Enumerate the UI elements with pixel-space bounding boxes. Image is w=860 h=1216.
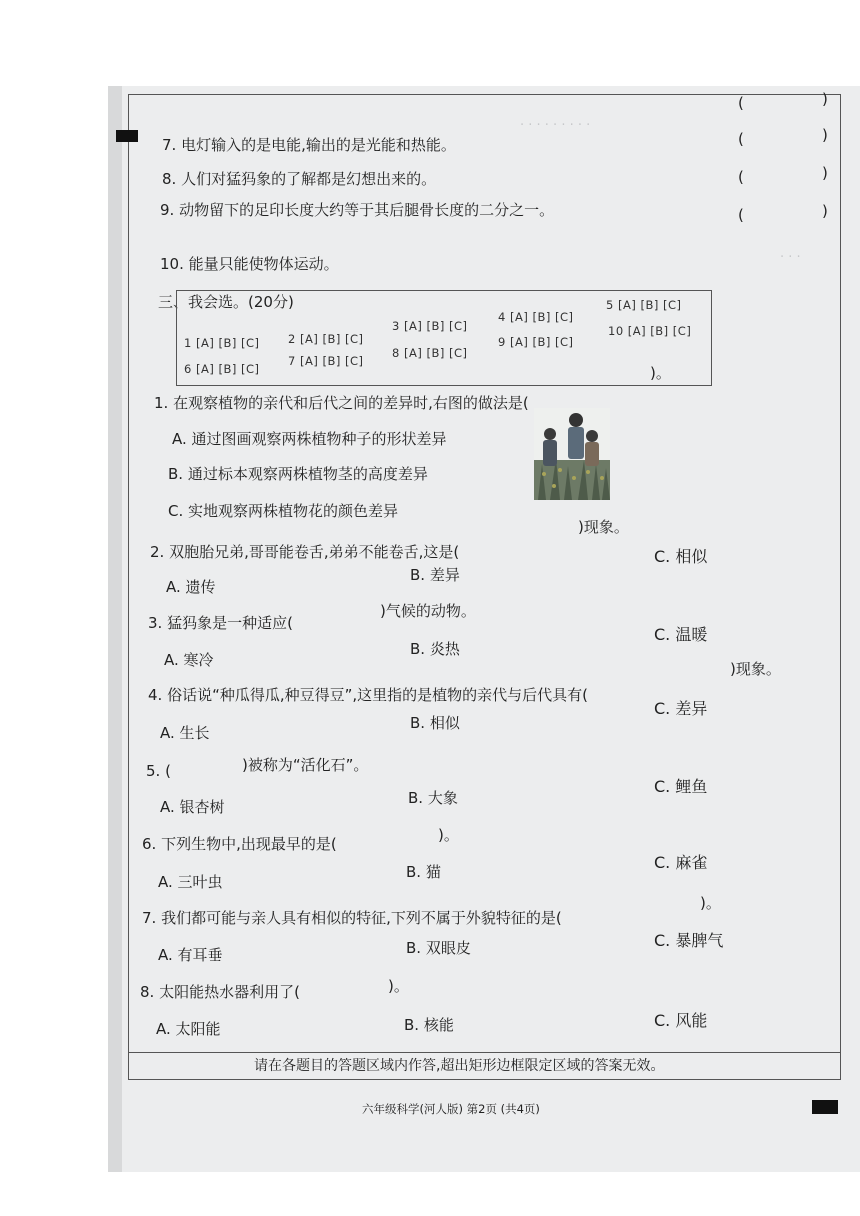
option-a: A. 遗传 <box>166 578 216 596</box>
section-title: 三、我会选。(20分) <box>158 293 294 311</box>
answer-bubble-7[interactable]: 7 [A] [B] [C] <box>288 354 364 368</box>
option-a: A. 太阳能 <box>156 1020 221 1038</box>
question-stem-close: )。 <box>650 364 671 382</box>
answer-bubble-10[interactable]: 10 [A] [B] [C] <box>608 324 692 338</box>
option-c: C. 温暖 <box>654 625 708 644</box>
option-c: C. 暴脾气 <box>654 931 724 950</box>
option-b: B. 猫 <box>406 863 441 881</box>
answer-paren-open: ( <box>738 206 744 224</box>
registration-mark <box>116 130 138 142</box>
judgment-item: 9. 动物留下的足印长度大约等于其后腿骨长度的二分之一。 <box>160 201 555 219</box>
question-stem: 3. 猛犸象是一种适应( <box>148 614 293 632</box>
option-a: A. 生长 <box>160 724 210 742</box>
answer-bubble-6[interactable]: 6 [A] [B] [C] <box>184 362 260 376</box>
answer-paren-close: ) <box>822 126 828 144</box>
option-b: B. 双眼皮 <box>406 939 471 957</box>
option-a: A. 有耳垂 <box>158 946 223 964</box>
option-a: A. 银杏树 <box>160 798 225 816</box>
question-stem-close: )被称为“活化石”。 <box>242 756 369 774</box>
option-b: B. 差异 <box>410 566 460 584</box>
judgment-item: 10. 能量只能使物体运动。 <box>160 255 339 273</box>
option-a: A. 寒冷 <box>164 651 214 669</box>
option-c: C. 麻雀 <box>654 853 708 872</box>
question-stem-close: )气候的动物。 <box>380 602 476 620</box>
page-footer: 六年级科学(河人版) 第2页 (共4页) <box>362 1102 540 1116</box>
answer-paren-open: ( <box>738 130 744 148</box>
answer-bubble-8[interactable]: 8 [A] [B] [C] <box>392 346 468 360</box>
option-b: B. 相似 <box>410 714 460 732</box>
question-stem: 1. 在观察植物的亲代和后代之间的差异时,右图的做法是( <box>154 394 529 412</box>
option-a: A. 通过图画观察两株植物种子的形状差异 <box>172 430 447 448</box>
option-c: C. 相似 <box>654 547 708 566</box>
judgment-item: 7. 电灯输入的是电能,输出的是光能和热能。 <box>162 136 456 154</box>
question-stem-close: )现象。 <box>730 660 781 678</box>
question-stem: 4. 俗话说“种瓜得瓜,种豆得豆”,这里指的是植物的亲代与后代具有( <box>148 686 589 704</box>
answer-paren-close: ) <box>822 164 828 182</box>
question-stem: 6. 下列生物中,出现最早的是( <box>142 835 337 853</box>
option-b: B. 核能 <box>404 1016 454 1034</box>
answer-paren-open: ( <box>738 94 744 112</box>
question-stem-close: )。 <box>438 826 459 844</box>
question-stem-close: )现象。 <box>578 518 629 536</box>
question-stem-close: )。 <box>388 977 409 995</box>
question-stem: 7. 我们都可能与亲人具有相似的特征,下列不属于外貌特征的是( <box>142 909 562 927</box>
answer-area-frame <box>128 94 841 1080</box>
registration-mark <box>812 1100 838 1114</box>
question-stem: 8. 太阳能热水器利用了( <box>140 983 300 1001</box>
answer-paren-close: ) <box>822 202 828 220</box>
option-b: B. 通过标本观察两株植物茎的高度差异 <box>168 465 428 483</box>
sheet-shadow-edge <box>108 86 122 1172</box>
answer-area-notice: 请在各题目的答题区域内作答,超出矩形边框限定区域的答案无效。 <box>254 1058 665 1074</box>
notice-divider <box>128 1052 841 1053</box>
option-c: C. 差异 <box>654 699 708 718</box>
answer-bubble-9[interactable]: 9 [A] [B] [C] <box>498 335 574 349</box>
plant-observation-photo <box>534 408 610 500</box>
question-stem: 5. ( <box>146 762 171 780</box>
answer-bubble-5[interactable]: 5 [A] [B] [C] <box>606 298 682 312</box>
question-stem-close: )。 <box>700 894 721 912</box>
answer-bubble-1[interactable]: 1 [A] [B] [C] <box>184 336 260 350</box>
option-b: B. 大象 <box>408 789 458 807</box>
judgment-item: 8. 人们对猛犸象的了解都是幻想出来的。 <box>162 170 437 188</box>
answer-paren-open: ( <box>738 168 744 186</box>
option-c: C. 鲤鱼 <box>654 777 708 796</box>
answer-bubble-3[interactable]: 3 [A] [B] [C] <box>392 319 468 333</box>
option-c: C. 实地观察两株植物花的颜色差异 <box>168 502 399 520</box>
question-stem: 2. 双胞胎兄弟,哥哥能卷舌,弟弟不能卷舌,这是( <box>150 543 460 561</box>
option-b: B. 炎热 <box>410 640 460 658</box>
show-through-text: · · · <box>780 250 801 265</box>
answer-paren-close: ) <box>822 90 828 108</box>
option-a: A. 三叶虫 <box>158 873 223 891</box>
show-through-text: · · · · · · · · · <box>520 118 591 133</box>
answer-bubble-4[interactable]: 4 [A] [B] [C] <box>498 310 574 324</box>
answer-bubble-2[interactable]: 2 [A] [B] [C] <box>288 332 364 346</box>
option-c: C. 风能 <box>654 1011 708 1030</box>
